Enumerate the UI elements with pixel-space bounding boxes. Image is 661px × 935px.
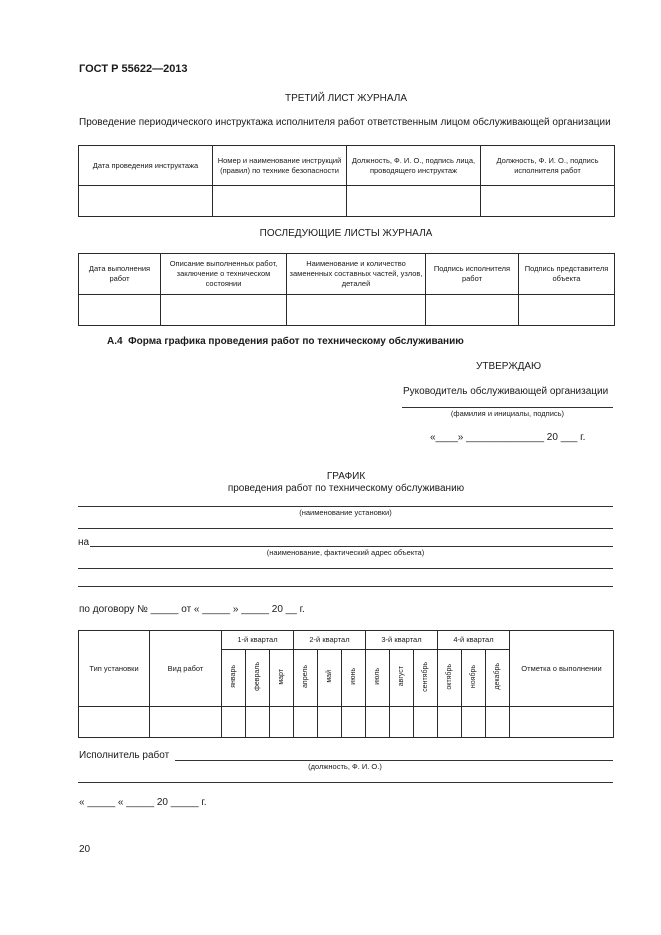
col-completion-mark: Отметка о выполнении — [510, 631, 614, 707]
executor-label: Исполнитель работ — [79, 750, 170, 761]
third-sheet-subtitle: Проведение периодического инструктажа исполнителя работ ответственным лицом обслуживающей организации — [79, 117, 611, 128]
month-header: декабрь — [486, 650, 510, 707]
table-cell[interactable] — [390, 707, 414, 738]
col-work-description: Описание выполненных работ, заключение о техническом состоянии — [161, 254, 287, 295]
col-work-type: Вид работ — [150, 631, 222, 707]
quarter-header: 3-й квартал — [366, 631, 438, 650]
schedule-table — [78, 630, 614, 738]
approval-date: «____» ______________ 20 ___ г. — [430, 432, 586, 443]
page-number: 20 — [79, 844, 91, 855]
section-title: Форма графика проведения работ по техническому обслуживанию — [128, 336, 464, 347]
on-label: на — [78, 537, 90, 548]
table-cell[interactable] — [426, 295, 519, 326]
table-cell[interactable] — [486, 707, 510, 738]
table-cell[interactable] — [438, 707, 462, 738]
third-sheet-table — [78, 145, 615, 217]
approve-label: УТВЕРЖДАЮ — [476, 361, 542, 372]
col-installation-type: Тип установки — [79, 631, 150, 707]
table-cell[interactable] — [414, 707, 438, 738]
object-caption: (наименование, фактический адрес объекта) — [266, 548, 425, 557]
contract-line: по договору № _____ от « _____ » _____ 20 __ г. — [79, 604, 305, 615]
table-cell[interactable] — [481, 186, 615, 217]
table-cell[interactable] — [519, 295, 615, 326]
schedule-title: ГРАФИК — [326, 471, 366, 482]
executor-line[interactable] — [175, 760, 613, 761]
schedule-subtitle: проведения работ по техническому обслуживанию — [227, 483, 465, 494]
blank-line[interactable] — [78, 782, 613, 783]
col-work-date: Дата выполнения работ — [79, 254, 161, 295]
signature-line[interactable] — [402, 407, 613, 408]
name-caption: (фамилия и инициалы, подпись) — [450, 409, 565, 418]
month-header: май — [318, 650, 342, 707]
installation-caption: (наименование установки) — [299, 508, 392, 517]
col-executor-signature: Подпись исполнителя работ — [426, 254, 519, 295]
col-representative-signature: Подпись представителя объекта — [519, 254, 615, 295]
table-cell[interactable] — [366, 707, 390, 738]
final-date: « _____ « _____ 20 _____ г. — [79, 797, 207, 808]
next-sheets-table — [78, 253, 615, 326]
table-cell[interactable] — [79, 295, 161, 326]
quarter-header: 2-й квартал — [294, 631, 366, 650]
blank-line[interactable] — [78, 568, 613, 569]
month-header: июль — [366, 650, 390, 707]
table-cell[interactable] — [150, 707, 222, 738]
month-header: январь — [222, 650, 246, 707]
col-instruction-date: Дата проведения инструктажа — [79, 146, 213, 186]
object-line[interactable] — [90, 546, 613, 547]
table-cell[interactable] — [287, 295, 426, 326]
executor-caption: (должность, Ф. И. О.) — [308, 762, 382, 771]
col-executor: Должность, Ф. И. О., подпись исполнителя работ — [481, 146, 615, 186]
quarter-header: 1-й квартал — [222, 631, 294, 650]
table-cell[interactable] — [246, 707, 270, 738]
month-header: март — [270, 650, 294, 707]
col-instruction-rules: Номер и наименование инструкций (правил) по технике безопасности — [213, 146, 347, 186]
table-cell[interactable] — [318, 707, 342, 738]
third-sheet-title: ТРЕТИЙ ЛИСТ ЖУРНАЛА — [284, 93, 408, 104]
table-cell[interactable] — [270, 707, 294, 738]
col-replaced-parts: Наименование и количество замененных составных частей, узлов, деталей — [287, 254, 426, 295]
month-header: февраль — [246, 650, 270, 707]
table-cell[interactable] — [161, 295, 287, 326]
blank-line[interactable] — [78, 528, 613, 529]
table-cell[interactable] — [222, 707, 246, 738]
table-cell[interactable] — [342, 707, 366, 738]
quarter-header: 4-й квартал — [438, 631, 510, 650]
month-header: октябрь — [438, 650, 462, 707]
section-number: А.4 — [107, 336, 123, 347]
table-cell[interactable] — [347, 186, 481, 217]
organization-head: Руководитель обслуживающей организации — [403, 386, 609, 397]
table-cell[interactable] — [213, 186, 347, 217]
table-cell[interactable] — [79, 707, 150, 738]
month-header: август — [390, 650, 414, 707]
col-instructor: Должность, Ф. И. О., подпись лица, проводящего инструктаж — [347, 146, 481, 186]
month-header: июнь — [342, 650, 366, 707]
blank-line[interactable] — [78, 586, 613, 587]
table-cell[interactable] — [79, 186, 213, 217]
month-header: сентябрь — [414, 650, 438, 707]
month-header: ноябрь — [462, 650, 486, 707]
section-heading — [107, 336, 464, 347]
document-header: ГОСТ Р 55622—2013 — [79, 63, 188, 75]
table-cell[interactable] — [510, 707, 614, 738]
month-header: апрель — [294, 650, 318, 707]
table-cell[interactable] — [294, 707, 318, 738]
next-sheets-title: ПОСЛЕДУЮЩИЕ ЛИСТЫ ЖУРНАЛА — [259, 228, 433, 239]
table-cell[interactable] — [462, 707, 486, 738]
installation-line[interactable] — [78, 506, 613, 507]
